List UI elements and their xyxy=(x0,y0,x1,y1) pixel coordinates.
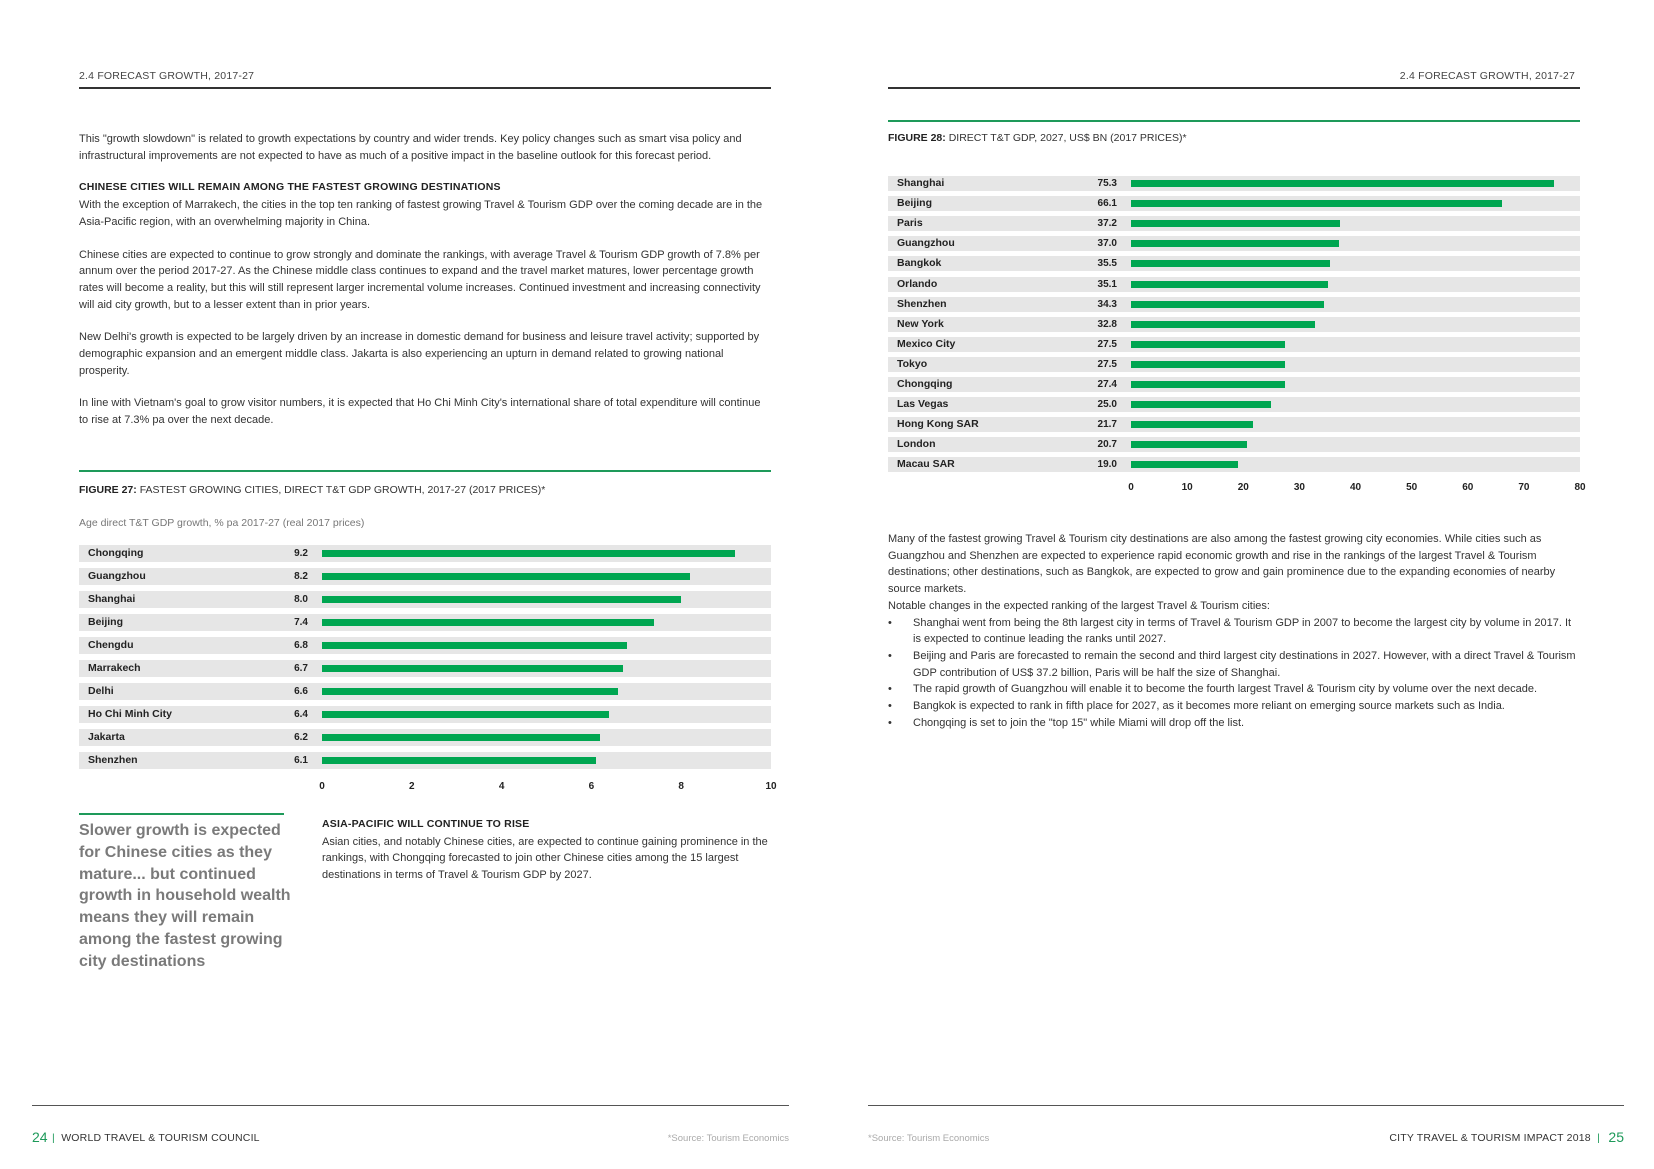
bar-category-label: Beijing xyxy=(897,197,933,210)
footer-org-name: WORLD TRAVEL & TOURISM COUNCIL xyxy=(61,1132,260,1144)
header-rule-right xyxy=(888,87,1580,89)
x-tick-label: 2 xyxy=(409,781,415,792)
footer-title-left xyxy=(52,1132,260,1144)
chart-row xyxy=(888,377,1580,392)
x-tick-label: 60 xyxy=(1462,482,1474,494)
bar xyxy=(1131,281,1328,288)
bar-category-label: Las Vegas xyxy=(897,398,949,411)
bar-value-label: 32.8 xyxy=(1097,318,1117,330)
bar-category-label: Paris xyxy=(897,217,923,230)
footer-separator: | xyxy=(1597,1132,1600,1144)
paragraph: New Delhi's growth is expected to be largely driven by an increase in domestic demand for business and leisure travel activity; supported by demographic expansion and an emergent middle class. Jakarta is also experiencing an upturn in demand related to growing national prosperity. xyxy=(79,331,760,377)
x-tick-label: 8 xyxy=(678,781,684,792)
figure27-label: FIGURE 27: xyxy=(79,484,137,496)
right-body-text xyxy=(888,531,1580,731)
chart-row xyxy=(79,637,771,654)
chart-row xyxy=(79,752,771,769)
bar xyxy=(1131,421,1253,428)
pullquote-rule xyxy=(79,813,284,815)
section-heading-asia-pacific: ASIA-PACIFIC WILL CONTINUE TO RISE xyxy=(322,818,530,830)
chart-row xyxy=(888,417,1580,432)
left-body-text xyxy=(79,131,771,445)
bar-value-label: 35.1 xyxy=(1097,278,1117,290)
paragraph: With the exception of Marrakech, the cities in the top ten ranking of fastest growing Travel & Tourism GDP over the coming decade are in the Asia-Pacific region, with an overwhelming majority in China. xyxy=(79,199,763,228)
chart-row xyxy=(888,437,1580,452)
chart-row xyxy=(888,457,1580,472)
list-item: • Beijing and Paris are forecasted to remain the second and third largest city destinations in 2027. However, with a direct Travel & Tourism GDP contribution of US$ 37.2 billion, Paris will be half the size of Shanghai. xyxy=(888,648,1580,681)
paragraph: Notable changes in the expected ranking of the largest Travel & Tourism cities: xyxy=(888,599,1270,612)
figure28-title: DIRECT T&T GDP, 2027, US$ BN (2017 PRICES)* xyxy=(948,132,1187,144)
bar xyxy=(1131,401,1271,408)
bar xyxy=(322,550,735,557)
chart-row xyxy=(79,568,771,585)
bar-value-label: 75.3 xyxy=(1097,178,1117,189)
source-note-right: *Source: Tourism Economics xyxy=(868,1133,990,1144)
bar-category-label: Hong Kong SAR xyxy=(897,418,979,431)
bar-value-label: 6.1 xyxy=(294,755,308,766)
list-item: • The rapid growth of Guangzhou will enable it to become the fourth largest Travel & Tourism city by volume over the next decade. xyxy=(888,681,1580,698)
bar xyxy=(322,642,627,649)
bar-value-label: 6.8 xyxy=(294,640,308,651)
bar-value-label: 6.7 xyxy=(294,663,308,674)
x-tick-label: 0 xyxy=(319,781,325,792)
bar-category-label: Shenzhen xyxy=(897,297,947,310)
chart-row xyxy=(888,277,1580,292)
bar-value-label: 27.5 xyxy=(1097,338,1117,350)
chart-row xyxy=(888,317,1580,332)
x-tick-label: 6 xyxy=(588,781,595,792)
footer-rule-right xyxy=(868,1105,1624,1106)
bar xyxy=(1131,180,1554,187)
bar-category-label: Guangzhou xyxy=(88,570,146,582)
page-number-right: 25 xyxy=(1608,1129,1624,1145)
bar-category-label: Delhi xyxy=(88,685,114,697)
figure27-chart xyxy=(79,545,777,795)
bar-value-label: 37.0 xyxy=(1097,238,1117,250)
bar-category-label: Mexico City xyxy=(897,337,956,350)
bar-value-label: 6.2 xyxy=(294,732,308,743)
bar xyxy=(322,711,609,718)
bar-value-label: 21.7 xyxy=(1097,419,1117,431)
bar-value-label: 25.0 xyxy=(1097,399,1117,411)
bar-value-label: 8.2 xyxy=(294,571,308,582)
x-tick-label: 10 xyxy=(765,781,777,792)
paragraph: In line with Vietnam's goal to grow visitor numbers, it is expected that Ho Chi Minh City's international share of total expenditure will continue to rise at 7.3% pa over the next decade. xyxy=(79,397,761,427)
x-tick-label: 4 xyxy=(498,781,505,792)
bar-value-label: 66.1 xyxy=(1097,198,1117,210)
chart-row xyxy=(79,614,771,631)
bar-value-label: 6.6 xyxy=(294,686,308,697)
figure28-label: FIGURE 28: xyxy=(888,132,946,144)
asia-pacific-section xyxy=(322,816,772,900)
chart-row xyxy=(888,176,1580,191)
bar-category-label: Chengdu xyxy=(88,639,134,651)
chart-row xyxy=(888,337,1580,352)
figure28-rule xyxy=(888,120,1580,122)
x-tick-label: 10 xyxy=(1181,482,1193,494)
bar-value-label: 9.2 xyxy=(294,548,308,559)
paragraph: Chinese cities are expected to continue to grow strongly and dominate the rankings, with average Travel & Tourism GDP growth of 7.8% per annum over the period 2017-27. As the Chinese middle class continues to expand and the travel market matures, lower percentage growth rates will become a reality, but this will still represent larger incremental volume increases. Continued investment and increasing connectivity will aid city growth, but to a lesser extent than in prior years. xyxy=(79,248,761,311)
bar xyxy=(322,757,596,764)
bar-category-label: Chongqing xyxy=(897,378,953,390)
bar-value-label: 6.4 xyxy=(294,709,308,720)
bar xyxy=(1131,341,1285,348)
chart-row xyxy=(888,236,1580,251)
figure27-title: FASTEST GROWING CITIES, DIRECT T&T GDP GROWTH, 2017-27 (2017 PRICES)* xyxy=(139,484,546,496)
bar xyxy=(322,573,690,580)
bar-category-label: Orlando xyxy=(897,277,938,290)
bar-category-label: Beijing xyxy=(88,616,124,628)
bar xyxy=(1131,260,1330,267)
x-tick-label: 0 xyxy=(1128,482,1134,494)
chart-row xyxy=(79,683,771,700)
bar xyxy=(1131,321,1315,328)
bar-category-label: Jakarta xyxy=(88,731,125,743)
chart-row xyxy=(888,216,1580,231)
chart-row xyxy=(79,729,771,746)
figure27-caption xyxy=(79,484,545,496)
bar-value-label: 27.4 xyxy=(1097,379,1117,390)
pullquote: Slower growth is expected for Chinese cities as they mature... but continued growth in household wealth means they will remain among the fastest growing city destinations xyxy=(79,822,291,970)
chart-row xyxy=(79,591,771,608)
x-tick-label: 50 xyxy=(1406,482,1418,494)
bar xyxy=(1131,220,1340,227)
bar-category-label: Guangzhou xyxy=(897,237,955,250)
page-number-left: 24 xyxy=(32,1129,48,1145)
source-note-left: *Source: Tourism Economics xyxy=(667,1133,789,1144)
list-item: • Chongqing is set to join the "top 15" while Miami will drop off the list. xyxy=(888,715,1580,732)
paragraph: Many of the fastest growing Travel & Tourism city destinations are also among the fastest growing city economies. While cities such as Guangzhou and Shenzhen are expected to experience rapid economic growth and rise in the rankings of the largest Travel & Tourism destinations; other destinations, such as Bangkok, are expected to grow and gain prominence due to the expanding economies of nearby source markets. xyxy=(888,533,1556,596)
chart-row xyxy=(888,397,1580,412)
running-head-left: 2.4 FORECAST GROWTH, 2017-27 xyxy=(79,70,255,82)
bar-value-label: 20.7 xyxy=(1097,439,1117,451)
chart-row xyxy=(79,545,771,562)
bar-category-label: London xyxy=(897,438,936,451)
list-item: • Bangkok is expected to rank in fifth place for 2027, as it becomes more reliant on emerging source markets such as India. xyxy=(888,698,1580,715)
bar-category-label: Macau SAR xyxy=(897,458,955,471)
bar-category-label: Ho Chi Minh City xyxy=(88,708,172,720)
bar xyxy=(322,596,681,603)
bar xyxy=(322,688,618,695)
bar-category-label: Shenzhen xyxy=(88,754,138,766)
footer-report-name: CITY TRAVEL & TOURISM IMPACT 2018 xyxy=(1389,1132,1591,1144)
bar-value-label: 19.0 xyxy=(1097,459,1117,471)
chart-row xyxy=(79,660,771,677)
header-rule-left xyxy=(79,87,771,89)
bar-value-label: 35.5 xyxy=(1097,258,1117,270)
bar xyxy=(322,619,654,626)
bar xyxy=(1131,381,1285,388)
bar xyxy=(1131,301,1324,308)
bar xyxy=(1131,240,1339,247)
footer-title-right xyxy=(1389,1132,1600,1144)
figure27-rule xyxy=(79,470,771,472)
paragraph: Asian cities, and notably Chinese cities, are expected to continue gaining prominence in the rankings, with Chongqing forecasted to join other Chinese cities among the 15 largest destinations in terms of Travel & Tourism GDP by 2027. xyxy=(322,835,768,882)
bar-category-label: Shanghai xyxy=(88,593,136,605)
bar-category-label: Shanghai xyxy=(897,177,945,189)
x-tick-label: 20 xyxy=(1237,482,1249,494)
bar-category-label: New York xyxy=(897,317,944,330)
bar xyxy=(1131,441,1247,448)
x-tick-label: 80 xyxy=(1574,482,1586,494)
figure28-caption xyxy=(888,132,1187,144)
chart-row xyxy=(888,297,1580,312)
bar xyxy=(1131,200,1502,207)
intro-paragraph: This "growth slowdown" is related to growth expectations by country and wider trends. Key policy changes such as smart visa policy and infrastructural improvements are not expected to have as much of a positive impact in the baseline outlook for this forecast period. xyxy=(79,133,742,162)
x-tick-label: 40 xyxy=(1349,482,1362,494)
section-heading-chinese-cities: CHINESE CITIES WILL REMAIN AMONG THE FASTEST GROWING DESTINATIONS xyxy=(79,181,501,194)
chart-row xyxy=(888,256,1580,271)
bar-value-label: 8.0 xyxy=(294,594,308,605)
list-item: • Shanghai went from being the 8th largest city in terms of Travel & Tourism GDP in 2007 to become the largest city by volume in 2017. It is expected to continue leading the ranks until 2027. xyxy=(888,615,1580,648)
bar-category-label: Bangkok xyxy=(897,257,942,270)
bar-value-label: 27.5 xyxy=(1097,358,1117,370)
footer-rule-left xyxy=(32,1105,789,1106)
running-head-right: 2.4 FORECAST GROWTH, 2017-27 xyxy=(1399,70,1575,82)
footer-separator: | xyxy=(52,1132,55,1144)
bar xyxy=(1131,361,1285,368)
bar-value-label: 7.4 xyxy=(294,617,308,628)
bar xyxy=(322,665,623,672)
bar-value-label: 34.3 xyxy=(1097,298,1117,310)
ranking-changes-list xyxy=(888,615,1580,732)
bar-category-label: Marrakech xyxy=(88,662,141,674)
bar xyxy=(1131,461,1238,468)
bar-value-label: 37.2 xyxy=(1097,218,1117,230)
figure28-chart xyxy=(888,176,1586,501)
x-tick-label: 30 xyxy=(1293,482,1305,494)
figure27-subtitle: Age direct T&T GDP growth, % pa 2017-27 (real 2017 prices) xyxy=(79,517,365,529)
bar xyxy=(322,734,600,741)
bar-category-label: Tokyo xyxy=(897,357,928,370)
bar-category-label: Chongqing xyxy=(88,547,144,559)
chart-row xyxy=(888,357,1580,372)
x-tick-label: 70 xyxy=(1518,482,1530,494)
chart-row xyxy=(888,196,1580,211)
chart-row xyxy=(79,706,771,723)
